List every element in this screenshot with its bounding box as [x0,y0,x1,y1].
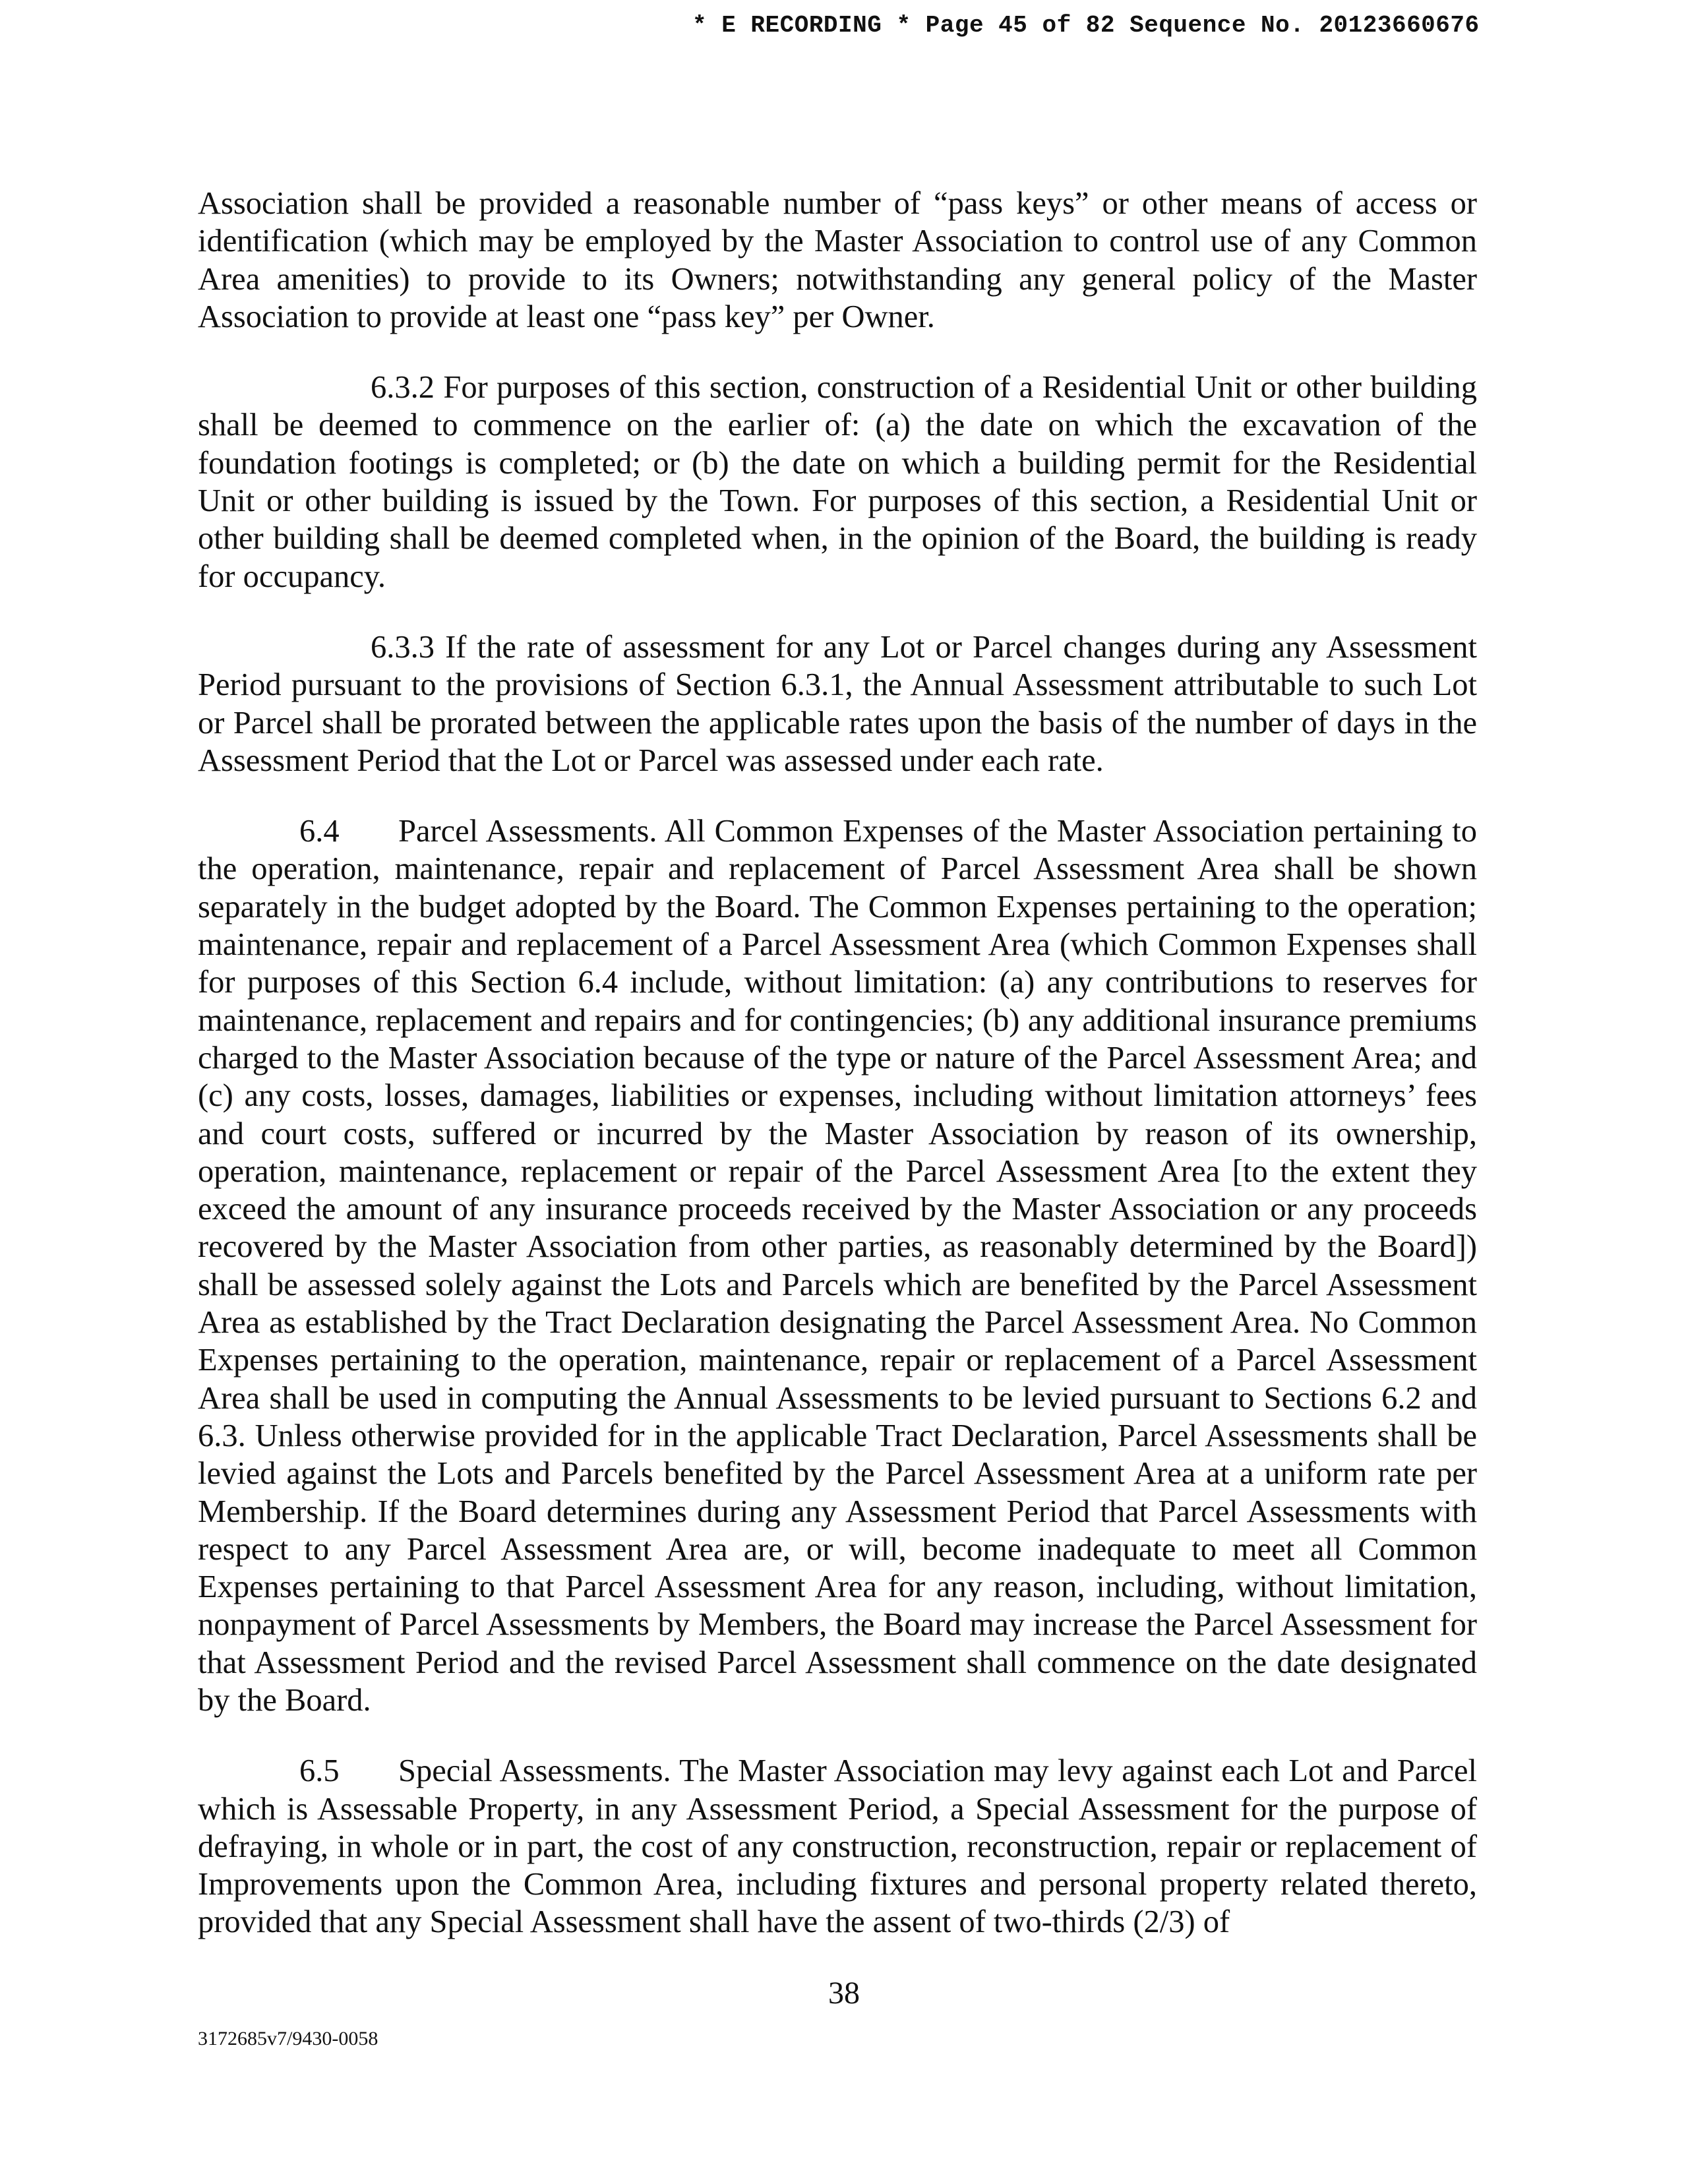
section-text: For purposes of this section, construction of a Residential Unit or other building shall be deemed to commence on the earlier of: (a) the date on which the excavation of the foundation footings is completed; or (b) the date on which a building permit for the Residential Unit or other building is issued by the Town. For purposes of this section, a Residential Unit or other building shall be deemed completed when, in the opinion of the Board, the building is ready for occupancy. [198,370,1477,594]
section-6-3-2 [198,369,1477,595]
document-body [198,185,1477,1974]
section-text: Special Assessments. The Master Association may levy against each Lot and Parcel which is Assessable Property, in any Assessment Period, a Special Assessment for the purpose of defraying, in whole or in part, the cost of any construction, reconstruction, repair or replacement of Improvements upon the Common Area, including fixtures and personal property related thereto, provided that any Special Assessment shall have the assent of two-thirds (2/3) of [198,1753,1477,1940]
section-number: 6.3.2 [371,370,435,406]
section-text: If the rate of assessment for any Lot or Parcel changes during any Assessment Period pursuant to the provisions of Section 6.3.1, the Annual Assessment attributable to such Lot or Parcel shall be prorated between the applicable rates upon the basis of the number of days in the Assessment Period that the Lot or Parcel was assessed under each rate. [198,629,1478,778]
section-6-3-3 [198,628,1477,779]
page-number: 38 [828,1976,860,2011]
paragraph-continued: Association shall be provided a reasonable number of “pass keys” or other means of access or identification (which may be employed by the Master Association to control use of any Common Area amenities) to provide to its Owners; notwithstanding any general policy of the Master Association to provide at least one “pass key” per Owner. [198,186,1477,334]
section-number: 6.5 [299,1753,340,1789]
recording-header: * E RECORDING * Page 45 of 82 Sequence No. 20123660676 [692,12,1480,39]
section-6-4 [198,812,1477,1719]
document-id: 3172685v7/9430-0058 [198,2028,378,2049]
section-6-5 [198,1752,1477,1941]
section-number: 6.3.3 [371,629,435,665]
section-number: 6.4 [299,814,340,849]
section-text: Parcel Assessments. All Common Expenses of the Master Association pertaining to the operation, maintenance, repair and replacement of Parcel Assessment Area shall be shown separately in the budget adopted by the Board. The Common Expenses pertaining to the operation; maintenance, repair and replacement of a Parcel Assessment Area (which Common Expenses shall for purposes of this Section 6.4 include, without limitation: (a) any contributions to reserves for maintenance, replacement and repairs and for contingencies; (b) any additional insurance premiums charged to the Master Association because of the type or nature of the Parcel Assessment Area; and (c) any costs, losses, damages, liabilities or expenses, including without limitation attorneys’ fees and court costs, suffered or incurred by the Master Association by reason of its ownership, operation, maintenance, replacement or repair of the Parcel Assessment Area [to the extent they exceed the amount of any insurance proceeds received by the Master Association or any proceeds recovered by the Master Association from other parties, as reasonably determined by the Board]) shall be assessed solely against the Lots and Parcels which are benefited by the Parcel Assessment Area as established by the Tract Declaration designating the Parcel Assessment Area. No Common Expenses pertaining to the operation, maintenance, repair or replacement of a Parcel Assessment Area shall be used in computing the Annual Assessments to be levied pursuant to Sections 6.2 and 6.3. Unless otherwise provided for in the applicable Tract Declaration, Parcel Assessments shall be levied against the Lots and Parcels benefited by the Parcel Assessment Area at a uniform rate per Membership. If the Board determines during any Assessment Period that Parcel Assessments with respect to any Parcel Assessment Area are, or will, become inadequate to meet all Common Expenses pertaining to that Parcel Assessment Area for any reason, including, without limitation, nonpayment of Parcel Assessments by Members, the Board may increase the Parcel Assessment for that Assessment Period and the revised Parcel Assessment shall commence on the date designated by the Board. [198,814,1477,1718]
